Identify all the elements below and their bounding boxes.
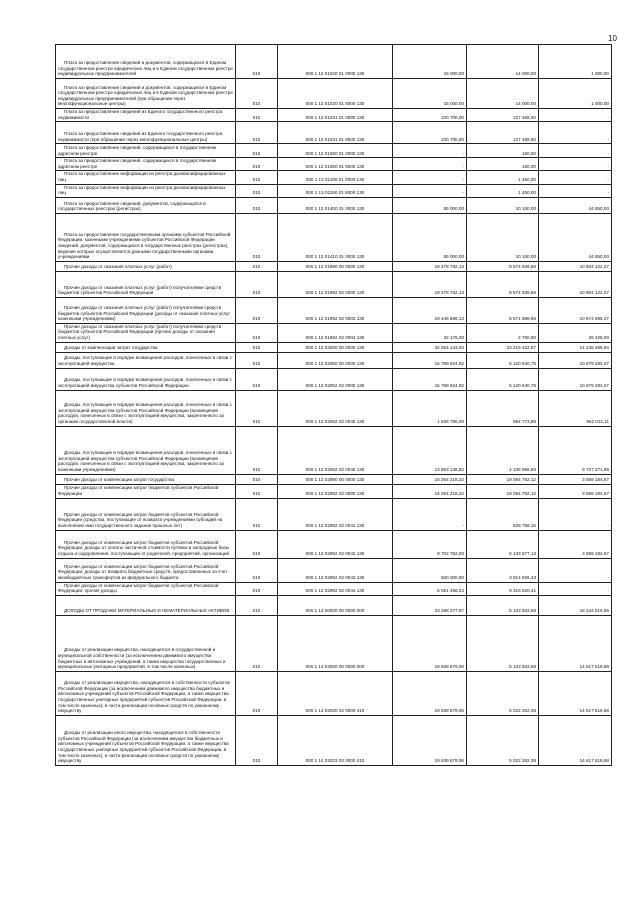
row-code: 010: [236, 213, 278, 261]
row-unexecuted-amount: 10 874 696,27: [539, 297, 612, 323]
row-approved-amount: -: [393, 158, 467, 171]
row-description-text: Плата за предоставление сведений и документов, содержащихся в Едином государственном реестре юридических лиц и в Едином государственном реестре индивидуальных предпринимателей: [58, 60, 233, 77]
row-budget-code: 000 1 13 02990 00 0000 130: [278, 474, 393, 484]
row-code: 010: [236, 171, 278, 184]
row-executed-amount: 629 758,15: [467, 498, 539, 530]
row-unexecuted-amount: 1 000,00: [539, 45, 612, 79]
row-description: [56, 323, 236, 342]
row-executed-amount: 5 120 640,75: [467, 368, 539, 390]
row-executed-amount: 9 316 520,41: [467, 582, 539, 595]
row-code: 010: [236, 144, 278, 158]
row-description: [56, 582, 236, 595]
row-approved-amount: 13 863 138,82: [393, 426, 467, 474]
row-description-text: Плата за предоставление информации из реестра дисквалифицированных лиц: [58, 184, 226, 196]
row-executed-amount: 127 469,50: [467, 122, 539, 144]
table-row: [56, 426, 612, 474]
row-unexecuted-amount: 14 248 468,94: [539, 342, 612, 352]
row-unexecuted-amount: 14 617 616,68: [539, 715, 612, 765]
row-description: [56, 79, 236, 109]
row-description: [56, 390, 236, 426]
row-unexecuted-amount: -: [539, 558, 612, 582]
row-budget-code: 000 1 13 02992 02 0043 130: [278, 558, 393, 582]
row-description-text: ДОХОДЫ ОТ ПРОДАЖИ МАТЕРИАЛЬНЫХ И НЕМАТЕРИАЛЬНЫХ АКТИВОВ: [64, 608, 230, 614]
table-row: [56, 582, 612, 595]
row-description-text: Прочие доходы от компенсации затрат государства: [64, 476, 175, 482]
row-code: 010: [236, 122, 278, 144]
row-executed-amount: 5 022 262,38: [467, 715, 539, 765]
row-unexecuted-amount: 10 904 122,27: [539, 261, 612, 271]
table-row: [56, 484, 612, 498]
row-unexecuted-amount: 44 850,00: [539, 197, 612, 213]
row-budget-code: 000 1 13 01060 01 8000 130: [278, 158, 393, 171]
row-description-text: Прочие доходы от оказания платных услуг (работ) получателями средств бюджетов субъектов Российской Федерации: [58, 284, 222, 296]
table-row: [56, 342, 612, 352]
row-description-text: Доходы от реализации имущества, находящегося в собственности субъектов Российской Федерации (за исключением движимого имущества бюджетных и автономных учреждений субъектов Российской Федерации, а также имущества государственных унитарных предприятий субъектов Российской Федерации, в том числе казенных), в части реализации основных средств по указанному имуществу: [58, 680, 230, 714]
row-description-text: Прочие доходы от компенсации затрат бюджетов субъектов Российской Федерации (средства, поступающие от возврата учреждениями субсидий на выполнение ими государственного задания прошлых лет): [58, 511, 223, 528]
row-description-text: Плата за предоставление сведений и документов, содержащихся в Едином государственном реестре юридических лиц и в Едином государственном реестре индивидуальных предпринимателей (при обращении через многофункциональные центры): [58, 84, 233, 107]
row-code: 010: [236, 323, 278, 342]
row-approved-amount: 32 176,00: [393, 323, 467, 342]
table-row: [56, 715, 612, 765]
table-row: [56, 184, 612, 197]
row-executed-amount: 3 014 926,43: [467, 558, 539, 582]
table-row: [56, 109, 612, 122]
row-description-text: Прочие доходы от компенсации затрат бюджетов субъектов Российской Федерации: [58, 485, 219, 496]
row-code: 010: [236, 45, 278, 79]
row-code: 010: [236, 595, 278, 615]
row-approved-amount: 23 288 277,97: [393, 595, 467, 615]
row-description-text: Доходы, поступающие в порядке возмещения расходов, понесенных в связи с эксплуатацией имущества субъектов Российской Федерации: [58, 377, 232, 388]
row-unexecuted-amount: 952 012,11: [539, 390, 612, 426]
row-description: [56, 271, 236, 297]
row-executed-amount: 10 150,00: [467, 213, 539, 261]
row-approved-amount: -: [393, 171, 467, 184]
row-unexecuted-amount: -: [539, 158, 612, 171]
table-row: [56, 122, 612, 144]
row-budget-code: 000 1 13 01060 01 0000 130: [278, 144, 393, 158]
row-executed-amount: 1 450,00: [467, 171, 539, 184]
row-executed-amount: 160,00: [467, 158, 539, 171]
row-executed-amount: 19 094 782,12: [467, 474, 539, 484]
row-description: [56, 342, 236, 352]
table-row: [56, 261, 612, 271]
row-code: 010: [236, 615, 278, 671]
row-unexecuted-amount: -: [539, 582, 612, 595]
table-row: [56, 352, 612, 368]
row-executed-amount: 5 120 640,75: [467, 352, 539, 368]
row-description-text: Плата за предоставление сведений из Единого государственного реестра недвижимости (при обращении через многофункциональные центры): [58, 131, 223, 142]
row-description: [56, 197, 236, 213]
row-approved-amount: 16 264 218,22: [393, 484, 467, 498]
row-executed-amount: 5 133 833,68: [467, 595, 539, 615]
row-approved-amount: -: [393, 498, 467, 530]
row-description: [56, 158, 236, 171]
row-approved-amount: 6 061 456,22: [393, 582, 467, 595]
row-executed-amount: 160,00: [467, 144, 539, 158]
row-unexecuted-amount: -: [539, 109, 612, 122]
row-unexecuted-amount: -: [539, 498, 612, 530]
table-row: [56, 558, 612, 582]
row-executed-amount: 1 450,00: [467, 184, 539, 197]
table-row: [56, 368, 612, 390]
row-budget-code: 000 1 13 02062 02 0046 130: [278, 426, 393, 474]
row-code: 010: [236, 426, 278, 474]
row-executed-amount: 10 150,00: [467, 197, 539, 213]
row-executed-amount: 984 773,89: [467, 390, 539, 426]
row-budget-code: 000 1 13 01992 02 0000 130: [278, 271, 393, 297]
revenue-table-body: [56, 45, 612, 766]
row-executed-amount: 8 574 639,86: [467, 261, 539, 271]
row-unexecuted-amount: 29 426,00: [539, 323, 612, 342]
row-approved-amount: 55 000,00: [393, 197, 467, 213]
row-description-text: Плата за предоставление информации из реестра дисквалифицированных лиц: [58, 171, 226, 182]
row-budget-code: 000 1 13 02992 02 0044 130: [278, 582, 393, 595]
page-number: 10: [608, 34, 617, 43]
row-code: 010: [236, 390, 278, 426]
row-description: [56, 184, 236, 197]
row-executed-amount: 2 750,00: [467, 323, 539, 342]
row-budget-code: 000 1 13 01190 01 6000 130: [278, 184, 393, 197]
row-approved-amount: 19 639 879,06: [393, 615, 467, 671]
row-approved-amount: 1 936 786,00: [393, 390, 467, 426]
table-row: [56, 171, 612, 184]
row-code: 010: [236, 109, 278, 122]
row-unexecuted-amount: 10 679 284,07: [539, 368, 612, 390]
row-description: [56, 45, 236, 79]
row-description: [56, 484, 236, 498]
row-budget-code: 000 1 13 02000 00 0000 130: [278, 342, 393, 352]
row-unexecuted-amount: 18 244 015,59: [539, 595, 612, 615]
row-budget-code: 000 1 14 02023 02 0000 410: [278, 715, 393, 765]
row-unexecuted-amount: -: [539, 171, 612, 184]
row-approved-amount: 19 478 762,13: [393, 261, 467, 271]
row-code: 010: [236, 671, 278, 715]
table-row: [56, 595, 612, 615]
row-unexecuted-amount: -: [539, 122, 612, 144]
row-code: 010: [236, 197, 278, 213]
row-code: 010: [236, 342, 278, 352]
row-description: [56, 352, 236, 368]
table-row: [56, 197, 612, 213]
row-unexecuted-amount: -: [539, 144, 612, 158]
row-code: 010: [236, 79, 278, 109]
row-unexecuted-amount: 10 679 284,07: [539, 352, 612, 368]
row-description-text: Доходы, поступающие в порядке возмещения расходов, понесенных в связи с эксплуатацией имущества субъектов Российской Федерации (возмещение расходов, понесенных в связи с эксплуатацией имущества, закрепленного за казенными учреждениями): [58, 450, 232, 472]
table-row: [56, 474, 612, 484]
row-executed-amount: 23 215 422,67: [467, 342, 539, 352]
row-budget-code: 000 1 13 01020 01 8000 130: [278, 79, 393, 109]
row-unexecuted-amount: 10 904 122,27: [539, 271, 612, 297]
row-executed-amount: 8 571 889,86: [467, 297, 539, 323]
row-approved-amount: 15 799 924,82: [393, 368, 467, 390]
row-budget-code: 000 1 13 01031 01 0000 130: [278, 109, 393, 122]
row-executed-amount: 14 000,00: [467, 45, 539, 79]
row-budget-code: 000 1 13 01992 02 0003 130: [278, 297, 393, 323]
row-description-text: Плата за предоставление сведений, документов, содержащихся в государственных реестрах (регистрах): [58, 200, 206, 212]
row-description-text: Плата за предоставление сведений, содержащихся в государственном адресном реестре: [58, 145, 217, 156]
row-description-text: Плата за предоставление сведений из Единого государственного реестра недвижимости: [58, 109, 223, 120]
table-row: [56, 271, 612, 297]
row-budget-code: 000 1 13 02992 02 0041 130: [278, 498, 393, 530]
table-row: [56, 158, 612, 171]
row-approved-amount: 500 000,00: [393, 558, 467, 582]
table-row: [56, 530, 612, 558]
row-description: [56, 144, 236, 158]
row-description: [56, 615, 236, 671]
row-description: [56, 715, 236, 765]
row-unexecuted-amount: 14 617 616,68: [539, 671, 612, 715]
row-budget-code: 000 1 14 02020 02 0000 410: [278, 671, 393, 715]
row-approved-amount: 15 000,00: [393, 45, 467, 79]
row-approved-amount: 19 639 879,06: [393, 715, 467, 765]
row-description-text: Доходы от реализации имущества, находящегося в государственной и муниципальной собственности (за исключением движимого имущества бюджетных и автономных учреждений, а также имущества государственных и муниципальных унитарных предприятий, в том числе казенных): [58, 647, 226, 670]
row-description: [56, 297, 236, 323]
row-budget-code: 000 1 13 01031 01 8000 130: [278, 122, 393, 144]
row-unexecuted-amount: 3 569 184,87: [539, 474, 612, 484]
row-description-text: Доходы, поступающие в порядке возмещения расходов, понесенных в связи с эксплуатацией имущества субъектов Российской Федерации (возмещение расходов, понесенных в связи с эксплуатацией имущества, закрепленного за органами государственной власти): [58, 402, 232, 424]
row-budget-code: 000 1 13 02062 02 0045 130: [278, 390, 393, 426]
row-code: 010: [236, 271, 278, 297]
row-approved-amount: 100 700,00: [393, 122, 467, 144]
row-unexecuted-amount: 44 850,00: [539, 213, 612, 261]
row-approved-amount: 100 700,00: [393, 109, 467, 122]
row-budget-code: 000 1 13 02992 02 0042 130: [278, 530, 393, 558]
row-budget-code: 000 1 13 02992 02 0000 130: [278, 484, 393, 498]
row-approved-amount: 15 799 924,82: [393, 352, 467, 368]
revenue-table: [55, 44, 612, 766]
table-row: [56, 79, 612, 109]
row-budget-code: 000 1 13 02060 00 0000 130: [278, 352, 393, 368]
table-row: [56, 144, 612, 158]
table-row: [56, 45, 612, 79]
table-row: [56, 390, 612, 426]
row-description: [56, 213, 236, 261]
row-approved-amount: 19 478 762,13: [393, 271, 467, 297]
row-description-text: Прочие доходы от компенсации затрат бюджетов субъектов Российской Федерации: доходы от возврата бюджетных средств, предоставленных за счет межбюджетных трансфертов из федерального бюджета: [58, 563, 228, 580]
table-row: [56, 615, 612, 671]
row-executed-amount: 14 000,00: [467, 79, 539, 109]
row-description-text: Плата за предоставление государственными органами субъектов Российской Федерации, казенными учреждениями субъектов Российской Федерации сведений, документов, содержащихся в государственных реестрах (регистрах), ведение которых осуществляется данными государственными органами, учреждениями: [58, 231, 231, 260]
row-budget-code: 000 1 13 01992 02 0004 130: [278, 323, 393, 342]
row-description-text: Доходы от реализации иного имущества, находящегося в собственности субъектов Российской Федерации (за исключением имущества бюджетных и автономных учреждений субъектов Российской Федерации, а также имущества государственных унитарных предприятий субъектов Российской Федерации, в том числе казенных), в части реализации основных средств по указанному имуществу: [58, 730, 229, 764]
row-description-text: Прочие доходы от оказания платных услуг (работ) получателями средств бюджетов субъектов Российской Федерации (доходы от оказания платных услуг казенными учреждениями): [58, 304, 231, 322]
row-approved-amount: 32 064 143,04: [393, 342, 467, 352]
row-description: [56, 671, 236, 715]
row-approved-amount: -: [393, 144, 467, 158]
row-unexecuted-amount: 9 727 271,96: [539, 426, 612, 474]
table-row: [56, 297, 612, 323]
row-description-text: Плата за предоставление сведений, содержащихся в государственном адресном реестре: [58, 158, 217, 169]
row-code: 010: [236, 261, 278, 271]
row-description-text: Прочие доходы от оказания платных услуг (работ) получателями средств бюджетов субъектов Российской Федерации (прочие доходы от оказания платных услуг): [58, 323, 222, 340]
row-approved-amount: 16 264 218,22: [393, 474, 467, 484]
row-description: [56, 368, 236, 390]
row-budget-code: 000 1 13 01400 01 0000 130: [278, 197, 393, 213]
row-description: [56, 595, 236, 615]
row-code: 010: [236, 498, 278, 530]
row-executed-amount: 19 094 782,12: [467, 484, 539, 498]
row-budget-code: 000 1 13 01410 01 0000 130: [278, 213, 393, 261]
row-budget-code: 000 1 13 01020 01 0000 130: [278, 45, 393, 79]
row-code: 010: [236, 558, 278, 582]
row-description: [56, 122, 236, 144]
row-code: 010: [236, 474, 278, 484]
row-approved-amount: -: [393, 184, 467, 197]
row-code: 010: [236, 184, 278, 197]
row-code: 010: [236, 352, 278, 368]
table-row: [56, 213, 612, 261]
row-description: [56, 109, 236, 122]
row-executed-amount: 5 022 262,38: [467, 671, 539, 715]
row-code: 010: [236, 158, 278, 171]
row-budget-code: 000 1 13 02062 02 0000 130: [278, 368, 393, 390]
table-row: [56, 671, 612, 715]
row-budget-code: 000 1 13 01990 00 0000 130: [278, 261, 393, 271]
row-description-text: Доходы, поступающие в порядке возмещения расходов, понесенных в связи с эксплуатацией имущества: [58, 355, 232, 366]
row-budget-code: 000 1 13 01190 01 0000 130: [278, 171, 393, 184]
row-description: [56, 530, 236, 558]
row-budget-code: 000 1 14 02000 00 0000 000: [278, 615, 393, 671]
table-row: [56, 323, 612, 342]
row-executed-amount: 4 135 866,86: [467, 426, 539, 474]
row-unexecuted-amount: 3 569 184,87: [539, 484, 612, 498]
row-code: 010: [236, 368, 278, 390]
row-description: [56, 426, 236, 474]
row-approved-amount: 19 639 879,06: [393, 671, 467, 715]
row-code: 010: [236, 530, 278, 558]
table-row: [56, 498, 612, 530]
row-executed-amount: 6 133 577,13: [467, 530, 539, 558]
row-code: 010: [236, 484, 278, 498]
row-description-text: Прочие доходы от компенсации затрат бюджетов субъектов Российской Федерации: прочие доходы: [58, 582, 219, 594]
row-description: [56, 558, 236, 582]
row-executed-amount: 127 469,50: [467, 109, 539, 122]
row-description-text: Прочие доходы от компенсации затрат бюджетов субъектов Российской Федерации: доходы от оплаты частичной стоимости путевок в загородные базы отдыха и оздоровления, поступающие от родителей, предприятий, организаций: [58, 539, 230, 556]
row-unexecuted-amount: 3 569 184,87: [539, 530, 612, 558]
row-unexecuted-amount: 14 617 616,68: [539, 615, 612, 671]
row-code: 010: [236, 715, 278, 765]
row-budget-code: 000 1 14 00000 00 0000 000: [278, 595, 393, 615]
row-executed-amount: 5 133 833,68: [467, 615, 539, 671]
row-approved-amount: 15 000,00: [393, 79, 467, 109]
row-description: [56, 261, 236, 271]
row-description: [56, 171, 236, 184]
row-executed-amount: 8 574 639,86: [467, 271, 539, 297]
row-code: 010: [236, 297, 278, 323]
row-approved-amount: 9 702 762,00: [393, 530, 467, 558]
row-unexecuted-amount: 1 000,00: [539, 79, 612, 109]
row-unexecuted-amount: -: [539, 184, 612, 197]
row-approved-amount: 19 446 586,13: [393, 297, 467, 323]
row-description: [56, 498, 236, 530]
row-description-text: Прочие доходы от оказания платных услуг (работ): [64, 264, 172, 270]
row-description-text: Доходы от компенсации затрат государства: [64, 344, 158, 350]
row-description: [56, 474, 236, 484]
row-code: 010: [236, 582, 278, 595]
row-approved-amount: 55 000,00: [393, 213, 467, 261]
